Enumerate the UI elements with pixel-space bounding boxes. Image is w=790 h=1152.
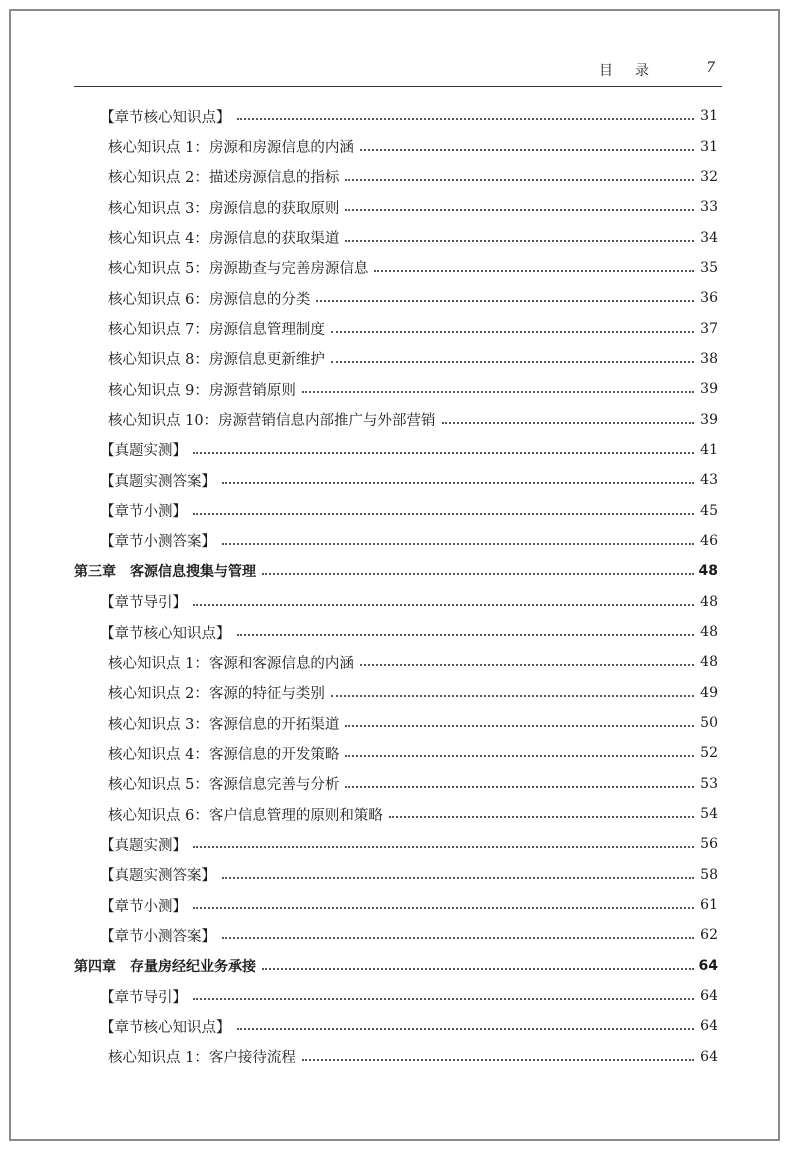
toc-entry[interactable]: [0, 587, 790, 617]
toc-entry[interactable]: [0, 981, 790, 1011]
toc-dot-leader: [237, 634, 695, 636]
toc-entry-title: 第三章 客源信息搜集与管理: [74, 564, 256, 581]
toc-entry-page-number: 48: [700, 654, 718, 671]
toc-dot-leader: [237, 118, 695, 120]
toc-entry[interactable]: [0, 799, 790, 829]
toc-entry-title: 核心知识点 7：房源信息管理制度: [108, 322, 325, 339]
running-header-page-number: 7: [706, 60, 715, 76]
toc-dot-leader: [345, 209, 694, 211]
toc-entry[interactable]: [0, 162, 790, 192]
toc-dot-leader: [345, 179, 694, 181]
toc-entry-page-number: 64: [700, 1018, 718, 1035]
toc-dot-leader: [345, 725, 694, 727]
toc-dot-leader: [316, 300, 694, 302]
toc-entry-title: 核心知识点 5：房源勘查与完善房源信息: [108, 261, 369, 278]
toc-entry-page-number: 38: [700, 350, 718, 367]
toc-entry-page-number: 53: [700, 775, 718, 792]
toc-entry[interactable]: [0, 708, 790, 738]
toc-dot-leader: [345, 755, 694, 757]
toc-dot-leader: [262, 968, 694, 970]
toc-entry-page-number: 33: [700, 199, 718, 216]
toc-dot-leader: [302, 391, 694, 393]
toc-entry-page-number: 32: [700, 168, 718, 185]
toc-entry-page-number: 50: [700, 715, 718, 732]
toc-entry[interactable]: [0, 951, 790, 981]
toc-entry-title: 【章节导引】: [100, 989, 187, 1006]
toc-entry[interactable]: [0, 222, 790, 252]
toc-entry[interactable]: [0, 313, 790, 343]
toc-entry-page-number: 48: [698, 563, 718, 580]
toc-entry[interactable]: [0, 769, 790, 799]
toc-entry-page-number: 34: [700, 229, 718, 246]
toc-entry[interactable]: [0, 374, 790, 404]
toc-entry-page-number: 45: [700, 502, 718, 519]
toc-dot-leader: [389, 816, 694, 818]
toc-entry-title: 【章节核心知识点】: [100, 625, 231, 642]
toc-entry[interactable]: [0, 738, 790, 768]
toc-dot-leader: [193, 452, 694, 454]
toc-entry[interactable]: [0, 647, 790, 677]
toc-entry-title: 【章节小测】: [100, 504, 187, 521]
toc-entry-title: 核心知识点 1：房源和房源信息的内涵: [108, 140, 354, 157]
running-header-title: 目录: [599, 63, 671, 79]
toc-dot-leader: [374, 270, 694, 272]
toc-entry-title: 核心知识点 6：客户信息管理的原则和策略: [108, 807, 383, 824]
toc-entry-title: 【真题实测】: [100, 443, 187, 460]
toc-entry-page-number: 64: [700, 988, 718, 1005]
toc-entry[interactable]: [0, 465, 790, 495]
toc-entry[interactable]: [0, 526, 790, 556]
toc-entry[interactable]: [0, 192, 790, 222]
toc-entry-title: 【章节核心知识点】: [100, 1019, 231, 1036]
toc-entry-page-number: 31: [700, 138, 718, 155]
toc-dot-leader: [345, 786, 694, 788]
toc-entry[interactable]: [0, 404, 790, 434]
toc-entry-page-number: 64: [698, 957, 718, 974]
toc-dot-leader: [360, 664, 694, 666]
toc-entry-title: 核心知识点 5：客源信息完善与分析: [108, 777, 340, 794]
toc-entry-page-number: 58: [700, 866, 718, 883]
toc-entry-title: 核心知识点 1：客源和客源信息的内涵: [108, 655, 354, 672]
toc-dot-leader: [193, 998, 694, 1000]
toc-dot-leader: [193, 513, 694, 515]
toc-dot-leader: [222, 482, 694, 484]
toc-dot-leader: [193, 846, 694, 848]
toc-entry-page-number: 39: [700, 411, 718, 428]
toc-entry[interactable]: [0, 435, 790, 465]
toc-entry-title: 核心知识点 4：客源信息的开发策略: [108, 746, 340, 763]
toc-entry-page-number: 52: [700, 745, 718, 762]
toc-entry[interactable]: [0, 678, 790, 708]
toc-entry-page-number: 48: [700, 624, 718, 641]
toc-entry-title: 【真题实测】: [100, 837, 187, 854]
toc-dot-leader: [222, 937, 694, 939]
toc-entry-page-number: 35: [700, 259, 718, 276]
toc-entry-title: 核心知识点 3：客源信息的开拓渠道: [108, 716, 340, 733]
toc-entry-page-number: 56: [700, 836, 718, 853]
toc-entry-title: 【章节小测答案】: [100, 928, 216, 945]
header-rule: [74, 86, 722, 87]
toc-entry-title: 【真题实测答案】: [100, 473, 216, 490]
toc-entry-title: 核心知识点 4：房源信息的获取渠道: [108, 231, 340, 248]
toc-entry-page-number: 62: [700, 927, 718, 944]
toc-entry[interactable]: [0, 253, 790, 283]
table-of-contents: [0, 101, 790, 1072]
toc-entry[interactable]: [0, 860, 790, 890]
toc-dot-leader: [222, 543, 694, 545]
toc-entry[interactable]: [0, 617, 790, 647]
toc-entry[interactable]: [0, 101, 790, 131]
toc-entry[interactable]: [0, 890, 790, 920]
toc-entry-title: 【章节小测】: [100, 898, 187, 915]
toc-entry-page-number: 31: [700, 108, 718, 125]
toc-entry-page-number: 64: [700, 1048, 718, 1065]
toc-entry-title: 核心知识点 3：房源信息的获取原则: [108, 200, 340, 217]
toc-entry-title: 核心知识点 1：客户接待流程: [108, 1050, 296, 1067]
toc-entry-page-number: 54: [700, 806, 718, 823]
toc-dot-leader: [331, 361, 694, 363]
toc-entry-title: 核心知识点 9：房源营销原则: [108, 382, 296, 399]
toc-entry[interactable]: [0, 556, 790, 586]
toc-entry[interactable]: [0, 1042, 790, 1072]
toc-dot-leader: [345, 240, 694, 242]
toc-dot-leader: [262, 573, 694, 575]
toc-entry-page-number: 41: [700, 441, 718, 458]
toc-entry-title: 【章节小测答案】: [100, 534, 216, 551]
toc-entry-title: 【真题实测答案】: [100, 868, 216, 885]
toc-entry-page-number: 39: [700, 381, 718, 398]
toc-entry-page-number: 36: [700, 290, 718, 307]
toc-entry-title: 第四章 存量房经纪业务承接: [74, 958, 256, 975]
toc-dot-leader: [237, 1028, 695, 1030]
toc-entry[interactable]: [0, 829, 790, 859]
toc-entry-title: 核心知识点 2：客源的特征与类别: [108, 686, 325, 703]
toc-entry[interactable]: [0, 283, 790, 313]
toc-entry[interactable]: [0, 920, 790, 950]
toc-entry-page-number: 49: [700, 684, 718, 701]
toc-entry-title: 【章节核心知识点】: [100, 109, 231, 126]
toc-entry[interactable]: [0, 131, 790, 161]
running-header: [76, 60, 721, 80]
toc-entry[interactable]: [0, 495, 790, 525]
toc-dot-leader: [193, 907, 694, 909]
toc-entry-title: 核心知识点 6：房源信息的分类: [108, 291, 311, 308]
toc-dot-leader: [193, 604, 694, 606]
toc-dot-leader: [331, 331, 694, 333]
toc-entry-page-number: 43: [700, 472, 718, 489]
toc-entry-page-number: 61: [700, 897, 718, 914]
toc-dot-leader: [331, 695, 694, 697]
toc-dot-leader: [442, 422, 694, 424]
toc-entry-title: 核心知识点 2：描述房源信息的指标: [108, 170, 340, 187]
toc-dot-leader: [360, 149, 694, 151]
toc-entry-page-number: 48: [700, 593, 718, 610]
toc-entry-page-number: 46: [700, 532, 718, 549]
toc-entry-title: 核心知识点 10：房源营销信息内部推广与外部营销: [108, 413, 436, 430]
toc-entry-title: 【章节导引】: [100, 595, 187, 612]
toc-entry-page-number: 37: [700, 320, 718, 337]
toc-entry[interactable]: [0, 344, 790, 374]
toc-entry[interactable]: [0, 1011, 790, 1041]
toc-entry-title: 核心知识点 8：房源信息更新维护: [108, 352, 325, 369]
toc-dot-leader: [302, 1059, 694, 1061]
toc-dot-leader: [222, 877, 694, 879]
